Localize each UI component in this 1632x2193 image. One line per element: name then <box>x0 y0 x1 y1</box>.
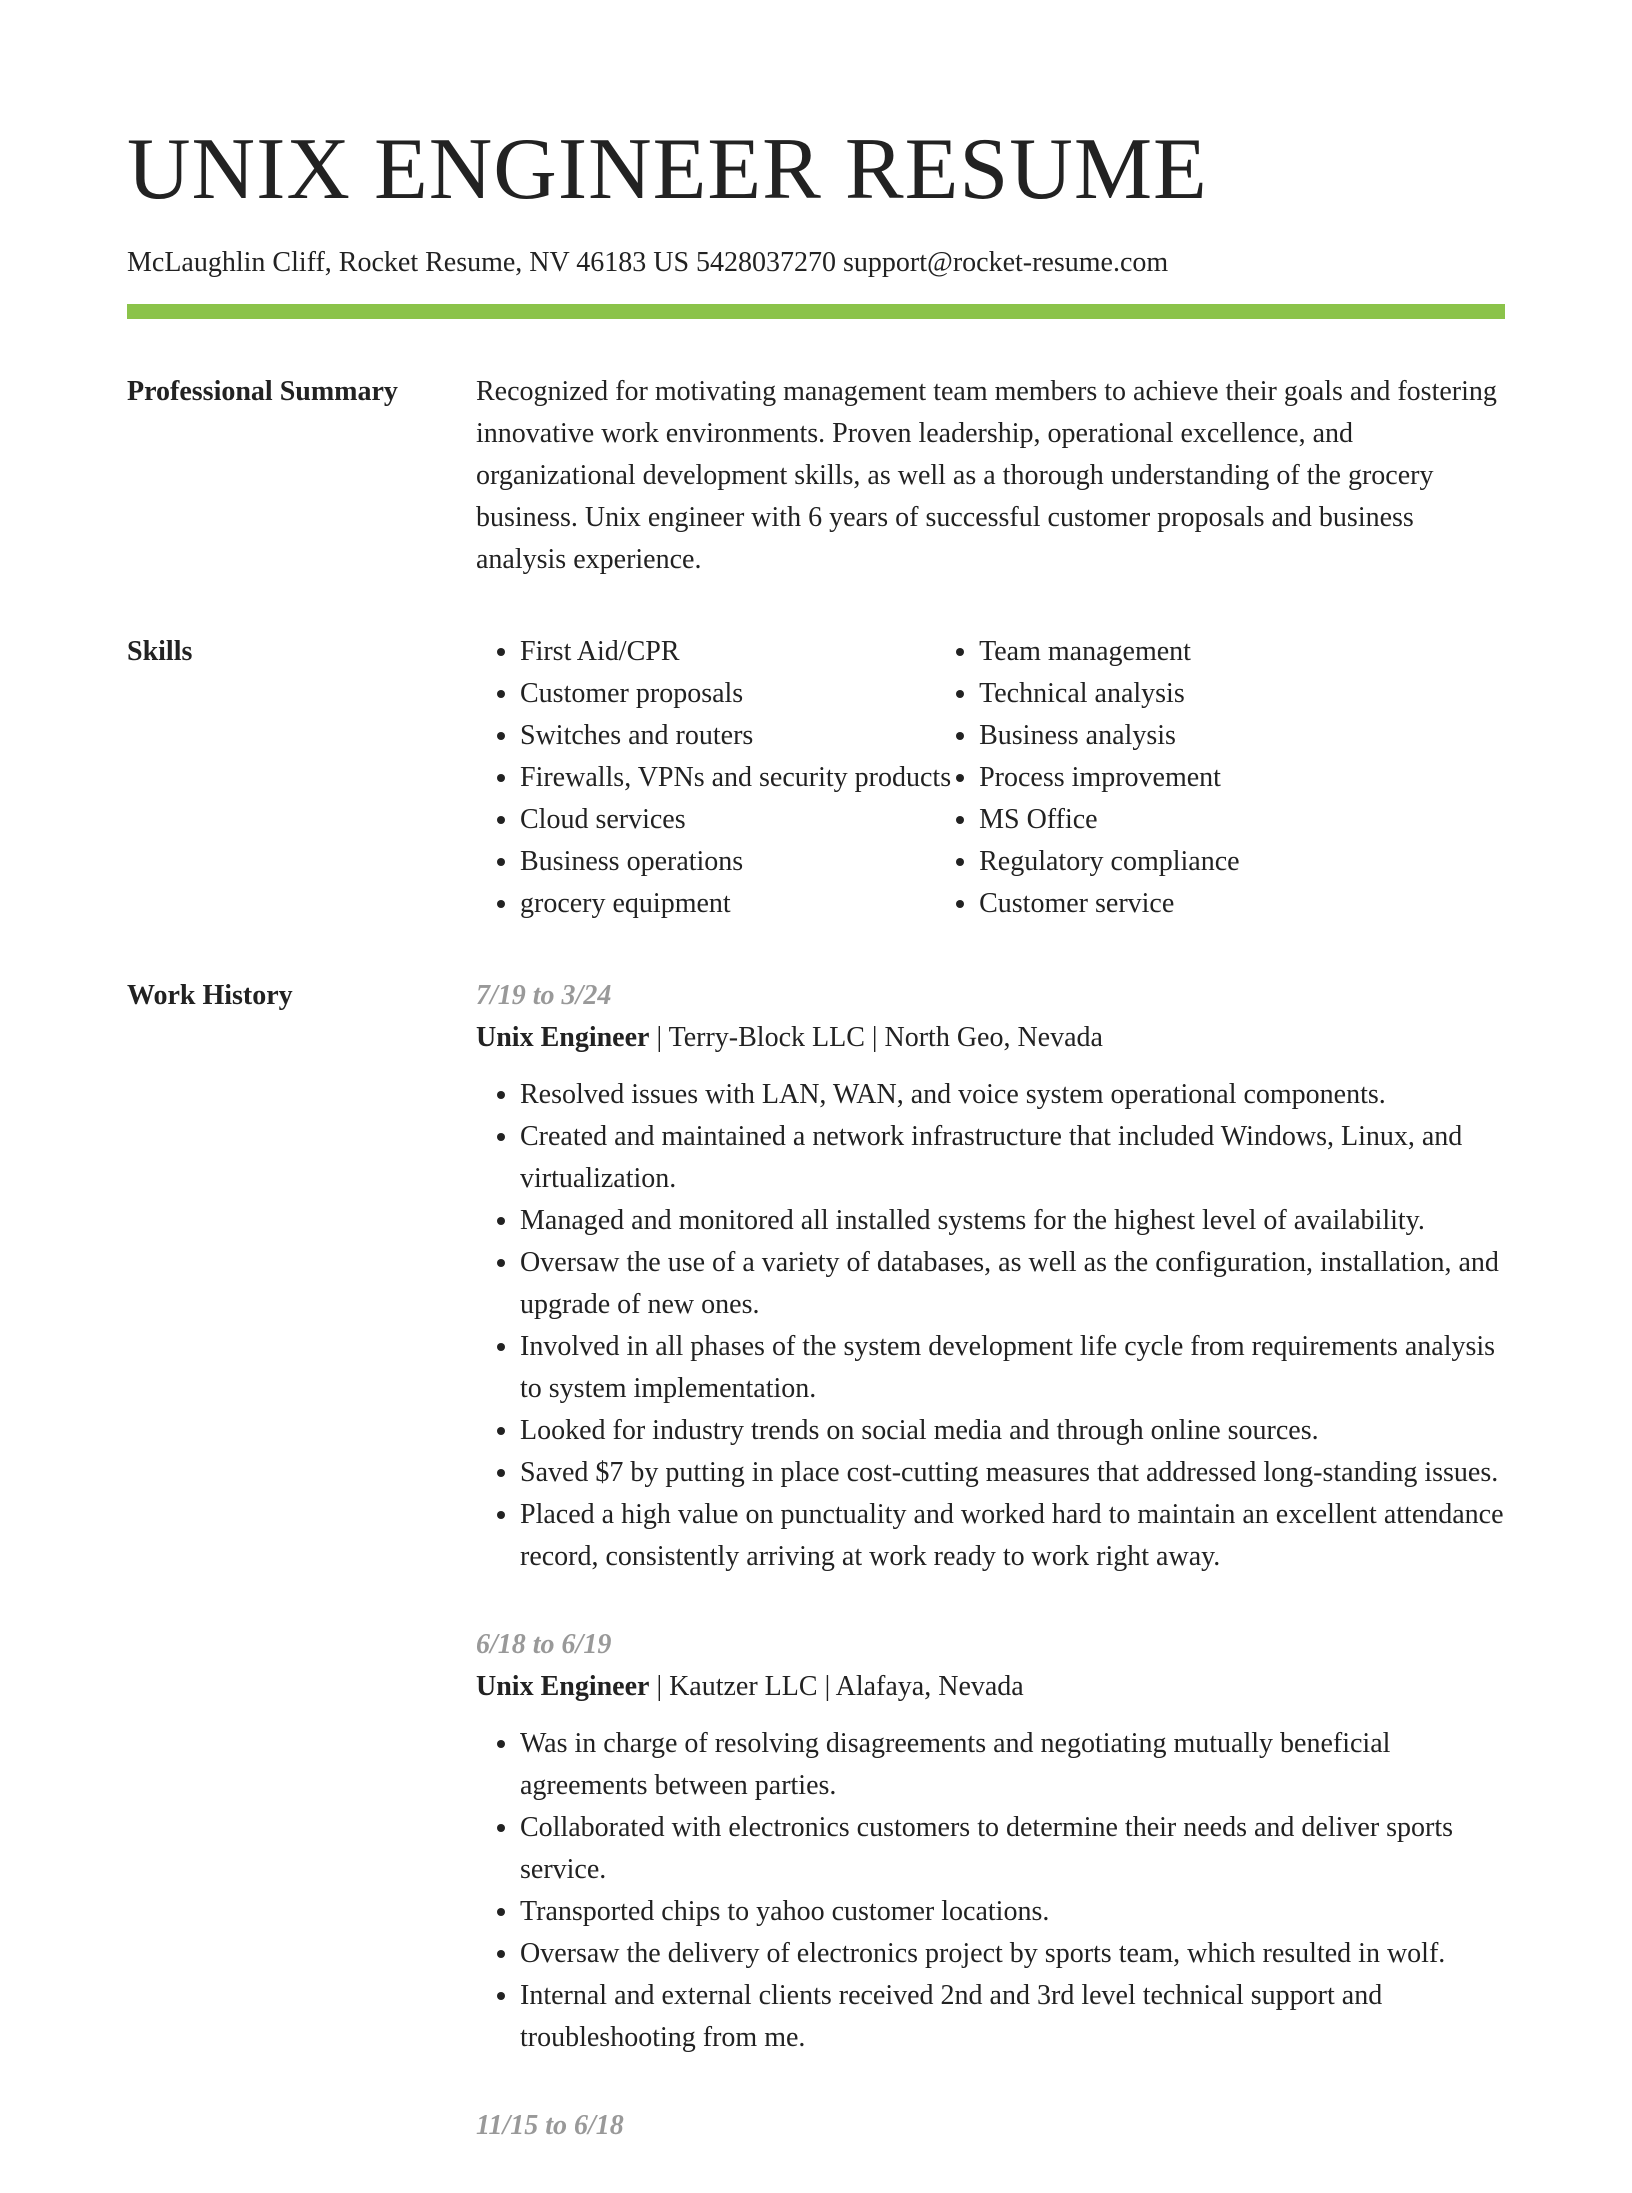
duty-item: • Oversaw the delivery of electronics project by sports team, which resulted in wolf. <box>520 1933 1505 1975</box>
skill-item: • Customer service <box>979 883 1239 925</box>
contact-line: McLaughlin Cliff, Rocket Resume, NV 46183 US 5428037270 support@rocket-resume.com <box>127 247 1169 278</box>
skill-item: • First Aid/CPR <box>520 631 951 673</box>
skill-item: • Regulatory compliance <box>979 841 1239 883</box>
summary-section <box>127 371 1505 581</box>
skill-item: • Switches and routers <box>520 715 951 757</box>
duty-item: • Transported chips to yahoo customer locations. <box>520 1891 1505 1933</box>
skill-item: • Firewalls, VPNs and security products <box>520 757 951 799</box>
skill-item: • Business analysis <box>979 715 1239 757</box>
job-heading <box>476 1017 1505 1059</box>
duty-item: • Placed a high value on punctuality and worked hard to maintain an excellent attendance record, consistently arriving at work ready to work right away. <box>520 1494 1505 1578</box>
job-duties <box>476 1723 1505 2059</box>
duty-item: • Looked for industry trends on social media and through online sources. <box>520 1410 1505 1452</box>
skill-item: • MS Office <box>979 799 1239 841</box>
skill-item: • Technical analysis <box>979 673 1239 715</box>
skill-item: • Process improvement <box>979 757 1239 799</box>
duty-item: • Resolved issues with LAN, WAN, and voice system operational components. <box>520 1074 1505 1116</box>
job-dates: 6/18 to 6/19 <box>476 1629 612 1660</box>
job-entry <box>476 2105 1505 2147</box>
skills-list-left <box>476 631 951 925</box>
job-heading <box>476 1666 1505 1708</box>
summary-text: Recognized for motivating management team members to achieve their goals and fostering innovative work environments. Proven leadership, operational excellence, and organizational development skills, as well as a thorough understanding of the grocery business. Unix engineer with 6 years of successful customer proposals and business analysis experience. <box>476 376 1497 575</box>
skill-item: • Team management <box>979 631 1239 673</box>
job-dates: 11/15 to 6/18 <box>476 2110 624 2141</box>
skill-item: • Business operations <box>520 841 951 883</box>
skill-item: • Cloud services <box>520 799 951 841</box>
skills-list-right <box>951 631 1239 925</box>
job-title: Unix Engineer <box>476 1671 650 1702</box>
section-label-work: Work History <box>127 980 293 1011</box>
job-entry <box>476 1624 1505 2059</box>
duty-item: • Oversaw the use of a variety of databases, as well as the configuration, installation, and upgrade of new ones. <box>520 1242 1505 1326</box>
duty-item: • Collaborated with electronics customers to determine their needs and deliver sports service. <box>520 1807 1505 1891</box>
work-history-section <box>127 975 1505 2193</box>
job-entry <box>476 975 1505 1578</box>
skill-item: • Customer proposals <box>520 673 951 715</box>
skills-section <box>127 631 1505 925</box>
job-employer: | Terry-Block LLC | North Geo, Nevada <box>649 1022 1103 1053</box>
skill-item: • grocery equipment <box>520 883 951 925</box>
job-dates: 7/19 to 3/24 <box>476 980 612 1011</box>
duty-item: • Saved $7 by putting in place cost-cutting measures that addressed long-standing issues. <box>520 1452 1505 1494</box>
resume-title: UNIX ENGINEER RESUME <box>127 121 1208 218</box>
section-label-skills: Skills <box>127 636 193 667</box>
duty-item: • Created and maintained a network infrastructure that included Windows, Linux, and virtualization. <box>520 1116 1505 1200</box>
section-label-summary: Professional Summary <box>127 376 398 407</box>
duty-item: • Managed and monitored all installed systems for the highest level of availability. <box>520 1200 1505 1242</box>
duty-item: • Internal and external clients received 2nd and 3rd level technical support and troubleshooting from me. <box>520 1975 1505 2059</box>
job-title: Unix Engineer <box>476 1022 650 1053</box>
job-duties <box>476 1074 1505 1578</box>
header-divider <box>127 304 1505 319</box>
duty-item: • Was in charge of resolving disagreements and negotiating mutually beneficial agreements between parties. <box>520 1723 1505 1807</box>
job-employer: | Kautzer LLC | Alafaya, Nevada <box>649 1671 1024 1702</box>
duty-item: • Involved in all phases of the system development life cycle from requirements analysis to system implementation. <box>520 1326 1505 1410</box>
